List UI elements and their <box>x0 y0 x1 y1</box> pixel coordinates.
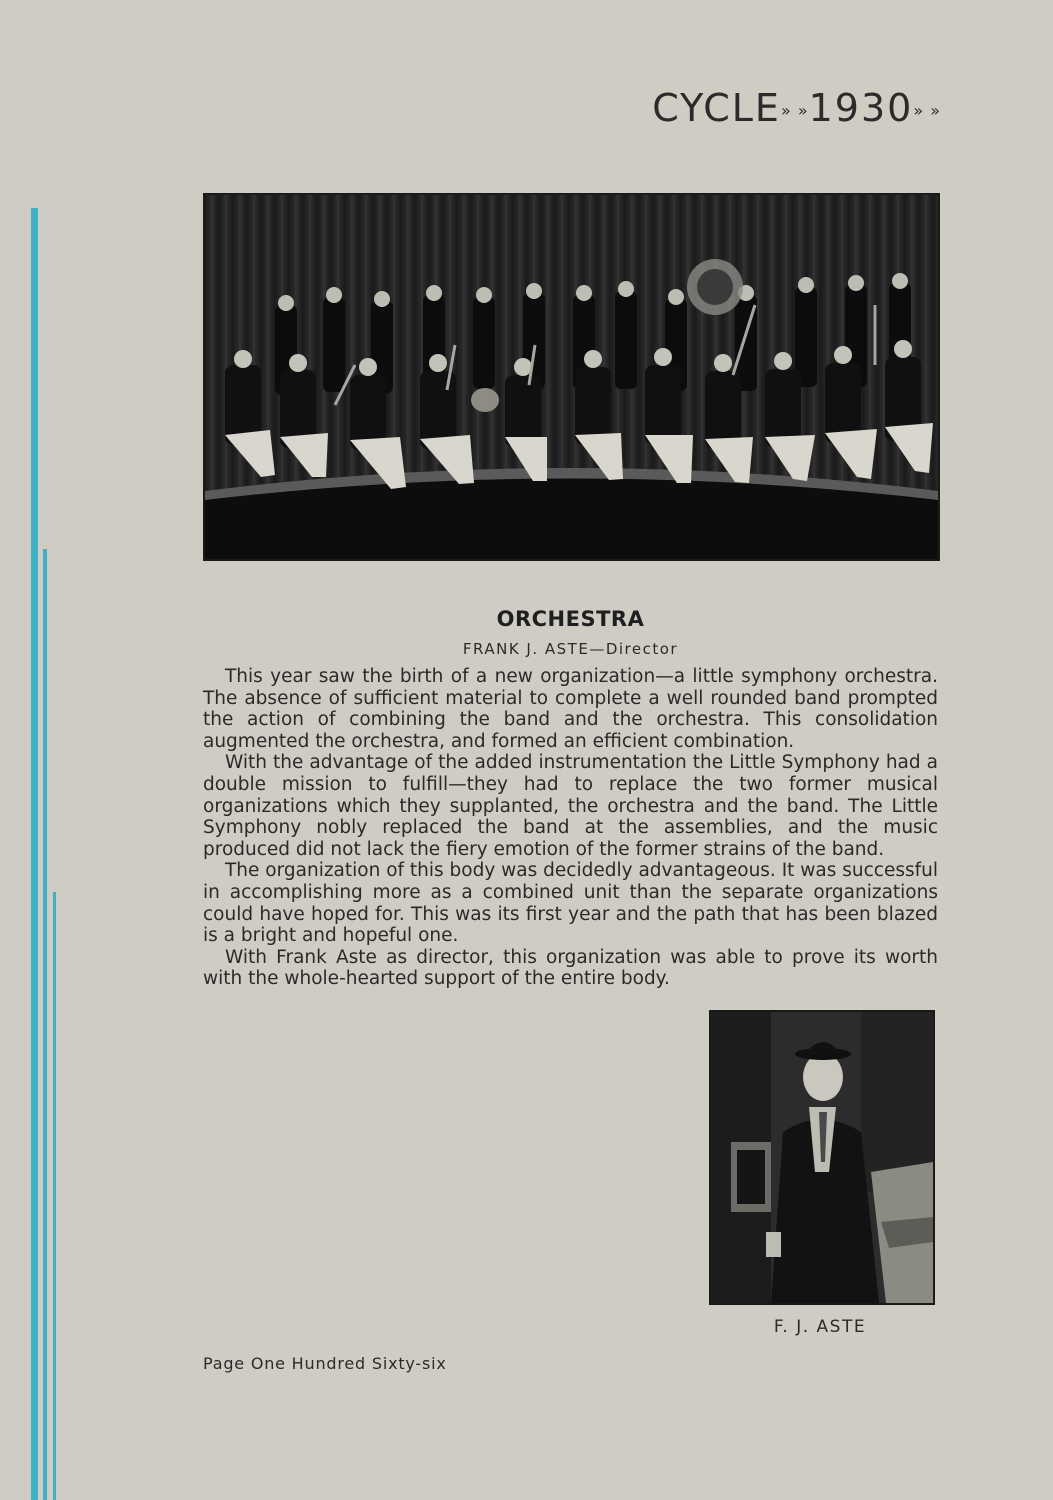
orchestra-group-photo <box>203 193 940 561</box>
paragraph: With the advantage of the added instrumentation the Little Symphony had a double mission to fulfill—they had to replace the two former musical organizations which they supplanted, the orchestra and the band. The Little Symphony nobly replaced the band at the assemblies, and the music produced did not lack the fiery emotion of the former strains of the band. <box>203 752 938 860</box>
article-body <box>203 666 938 990</box>
running-head <box>652 86 941 130</box>
page-number: Page One Hundred Sixty-six <box>203 1354 447 1373</box>
running-head-year: 1930 <box>808 86 914 130</box>
orchestra-photo-illustration <box>205 195 938 559</box>
section-heading: ORCHESTRA <box>496 607 645 631</box>
running-head-title: CYCLE <box>652 86 781 130</box>
portrait-caption: F. J. ASTE <box>773 1317 867 1337</box>
director-line: FRANK J. ASTE—Director <box>462 640 679 658</box>
running-head-ornament-1: » » <box>780 101 809 120</box>
running-head-ornament-2: » » <box>913 101 941 120</box>
director-portrait-photo <box>709 1010 935 1305</box>
margin-stripe-thin <box>53 892 56 1500</box>
paragraph: This year saw the birth of a new organization—a little symphony orchestra. The absence of sufficient material to complete a well rounded band prompted the action of combining the band and the orchestra. This consolidation augmented the orchestra, and formed an efficient combination. <box>203 666 938 752</box>
margin-stripe-wide <box>31 208 38 1500</box>
margin-stripe-medium <box>43 549 47 1500</box>
paragraph: With Frank Aste as director, this organization was able to prove its worth with the whole-hearted support of the entire body. <box>203 946 938 990</box>
portrait-illustration <box>711 1012 933 1303</box>
paragraph: The organization of this body was decidedly advantageous. It was successful in accomplishing more as a combined unit than the separate organizations could have hoped for. This was its first year and the path that has been blazed is a bright and hopeful one. <box>203 860 939 947</box>
